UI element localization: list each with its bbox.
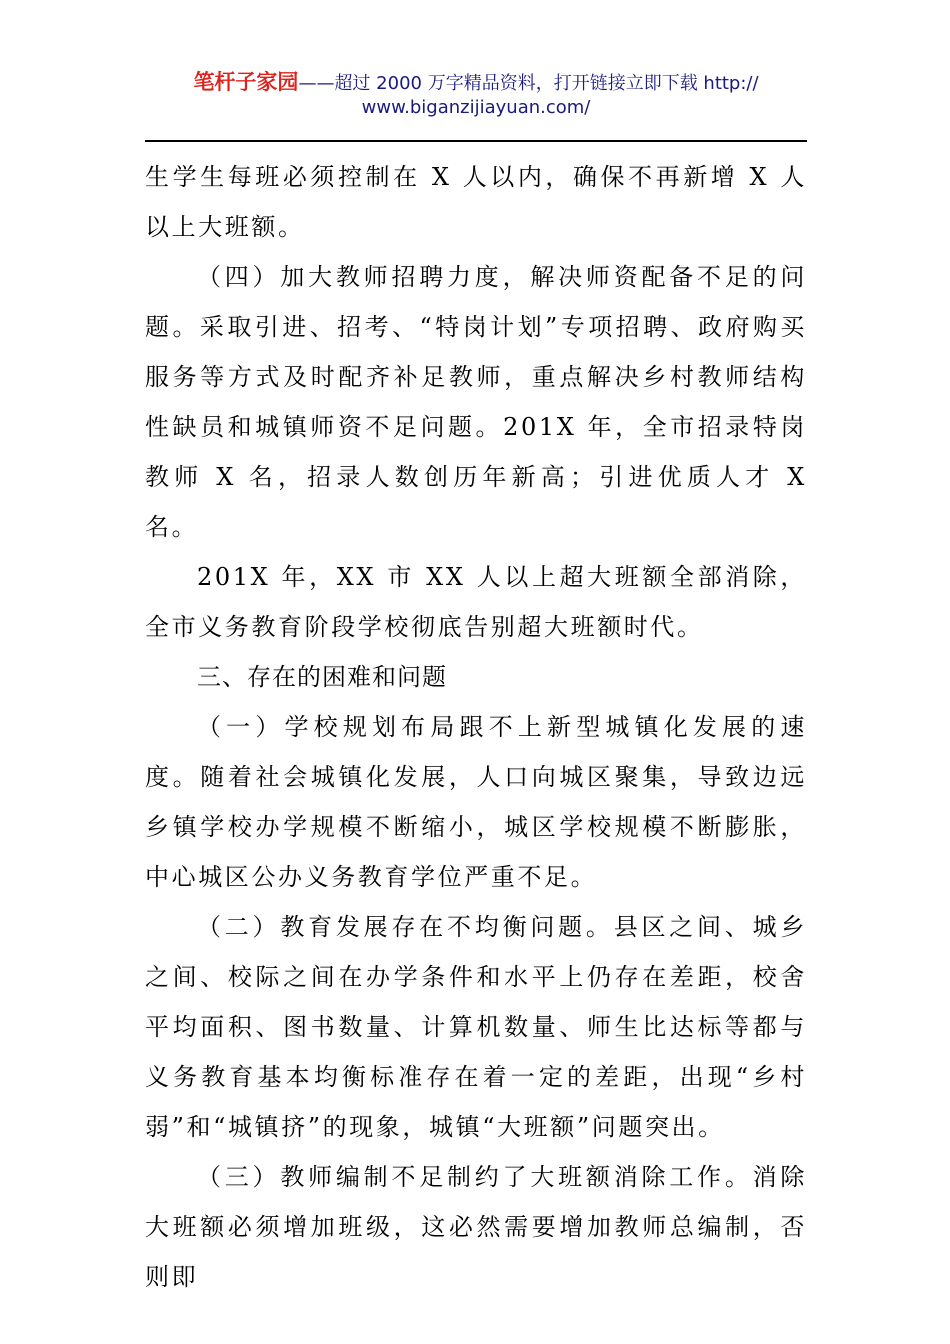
site-url[interactable]: www.biganzijiayuan.com/	[361, 97, 591, 118]
paragraph-continued: 生学生每班必须控制在 X 人以内，确保不再新增 X 人以上大班额。	[145, 163, 807, 241]
header-line-1	[145, 70, 807, 96]
document-body	[145, 152, 807, 1302]
header-divider	[145, 140, 807, 142]
section-heading: 三、存在的困难和问题	[197, 663, 447, 691]
paragraph-teacher-recruitment: （四）加大教师招聘力度，解决师资配备不足的问题。采取引进、招考、“特岗计划”专项招聘、政府购买服务等方式及时配齐补足教师，重点解决乡村教师结构性缺员和城镇师资不足问题。201X 年，全市招录特岗教师 X 名，招录人数创历年新高；引进优质人才 X 名。	[145, 263, 807, 541]
header-tagline: ——超过 2000 万字精品资料，打开链接立即下载 http://	[298, 73, 759, 94]
paragraph-class-size-result: 201X 年，XX 市 XX 人以上超大班额全部消除，全市义务教育阶段学校彻底告别超大班额时代。	[145, 563, 807, 641]
site-brand: 笔杆子家园	[193, 70, 299, 94]
paragraph-teacher-staffing: （三）教师编制不足制约了大班额消除工作。消除大班额必须增加班级，这必然需要增加教师总编制，否则即	[145, 1163, 807, 1291]
paragraph-school-planning: （一）学校规划布局跟不上新型城镇化发展的速度。随着社会城镇化发展，人口向城区聚集，导致边远乡镇学校办学规模不断缩小，城区学校规模不断膨胀，中心城区公办义务教育学位严重不足。	[145, 713, 807, 891]
paragraph-imbalance: （二）教育发展存在不均衡问题。县区之间、城乡之间、校际之间在办学条件和水平上仍存在差距，校舍平均面积、图书数量、计算机数量、师生比达标等都与义务教育基本均衡标准存在着一定的差距，出现“乡村弱”和“城镇挤”的现象，城镇“大班额”问题突出。	[145, 913, 807, 1141]
page-header	[145, 70, 807, 120]
